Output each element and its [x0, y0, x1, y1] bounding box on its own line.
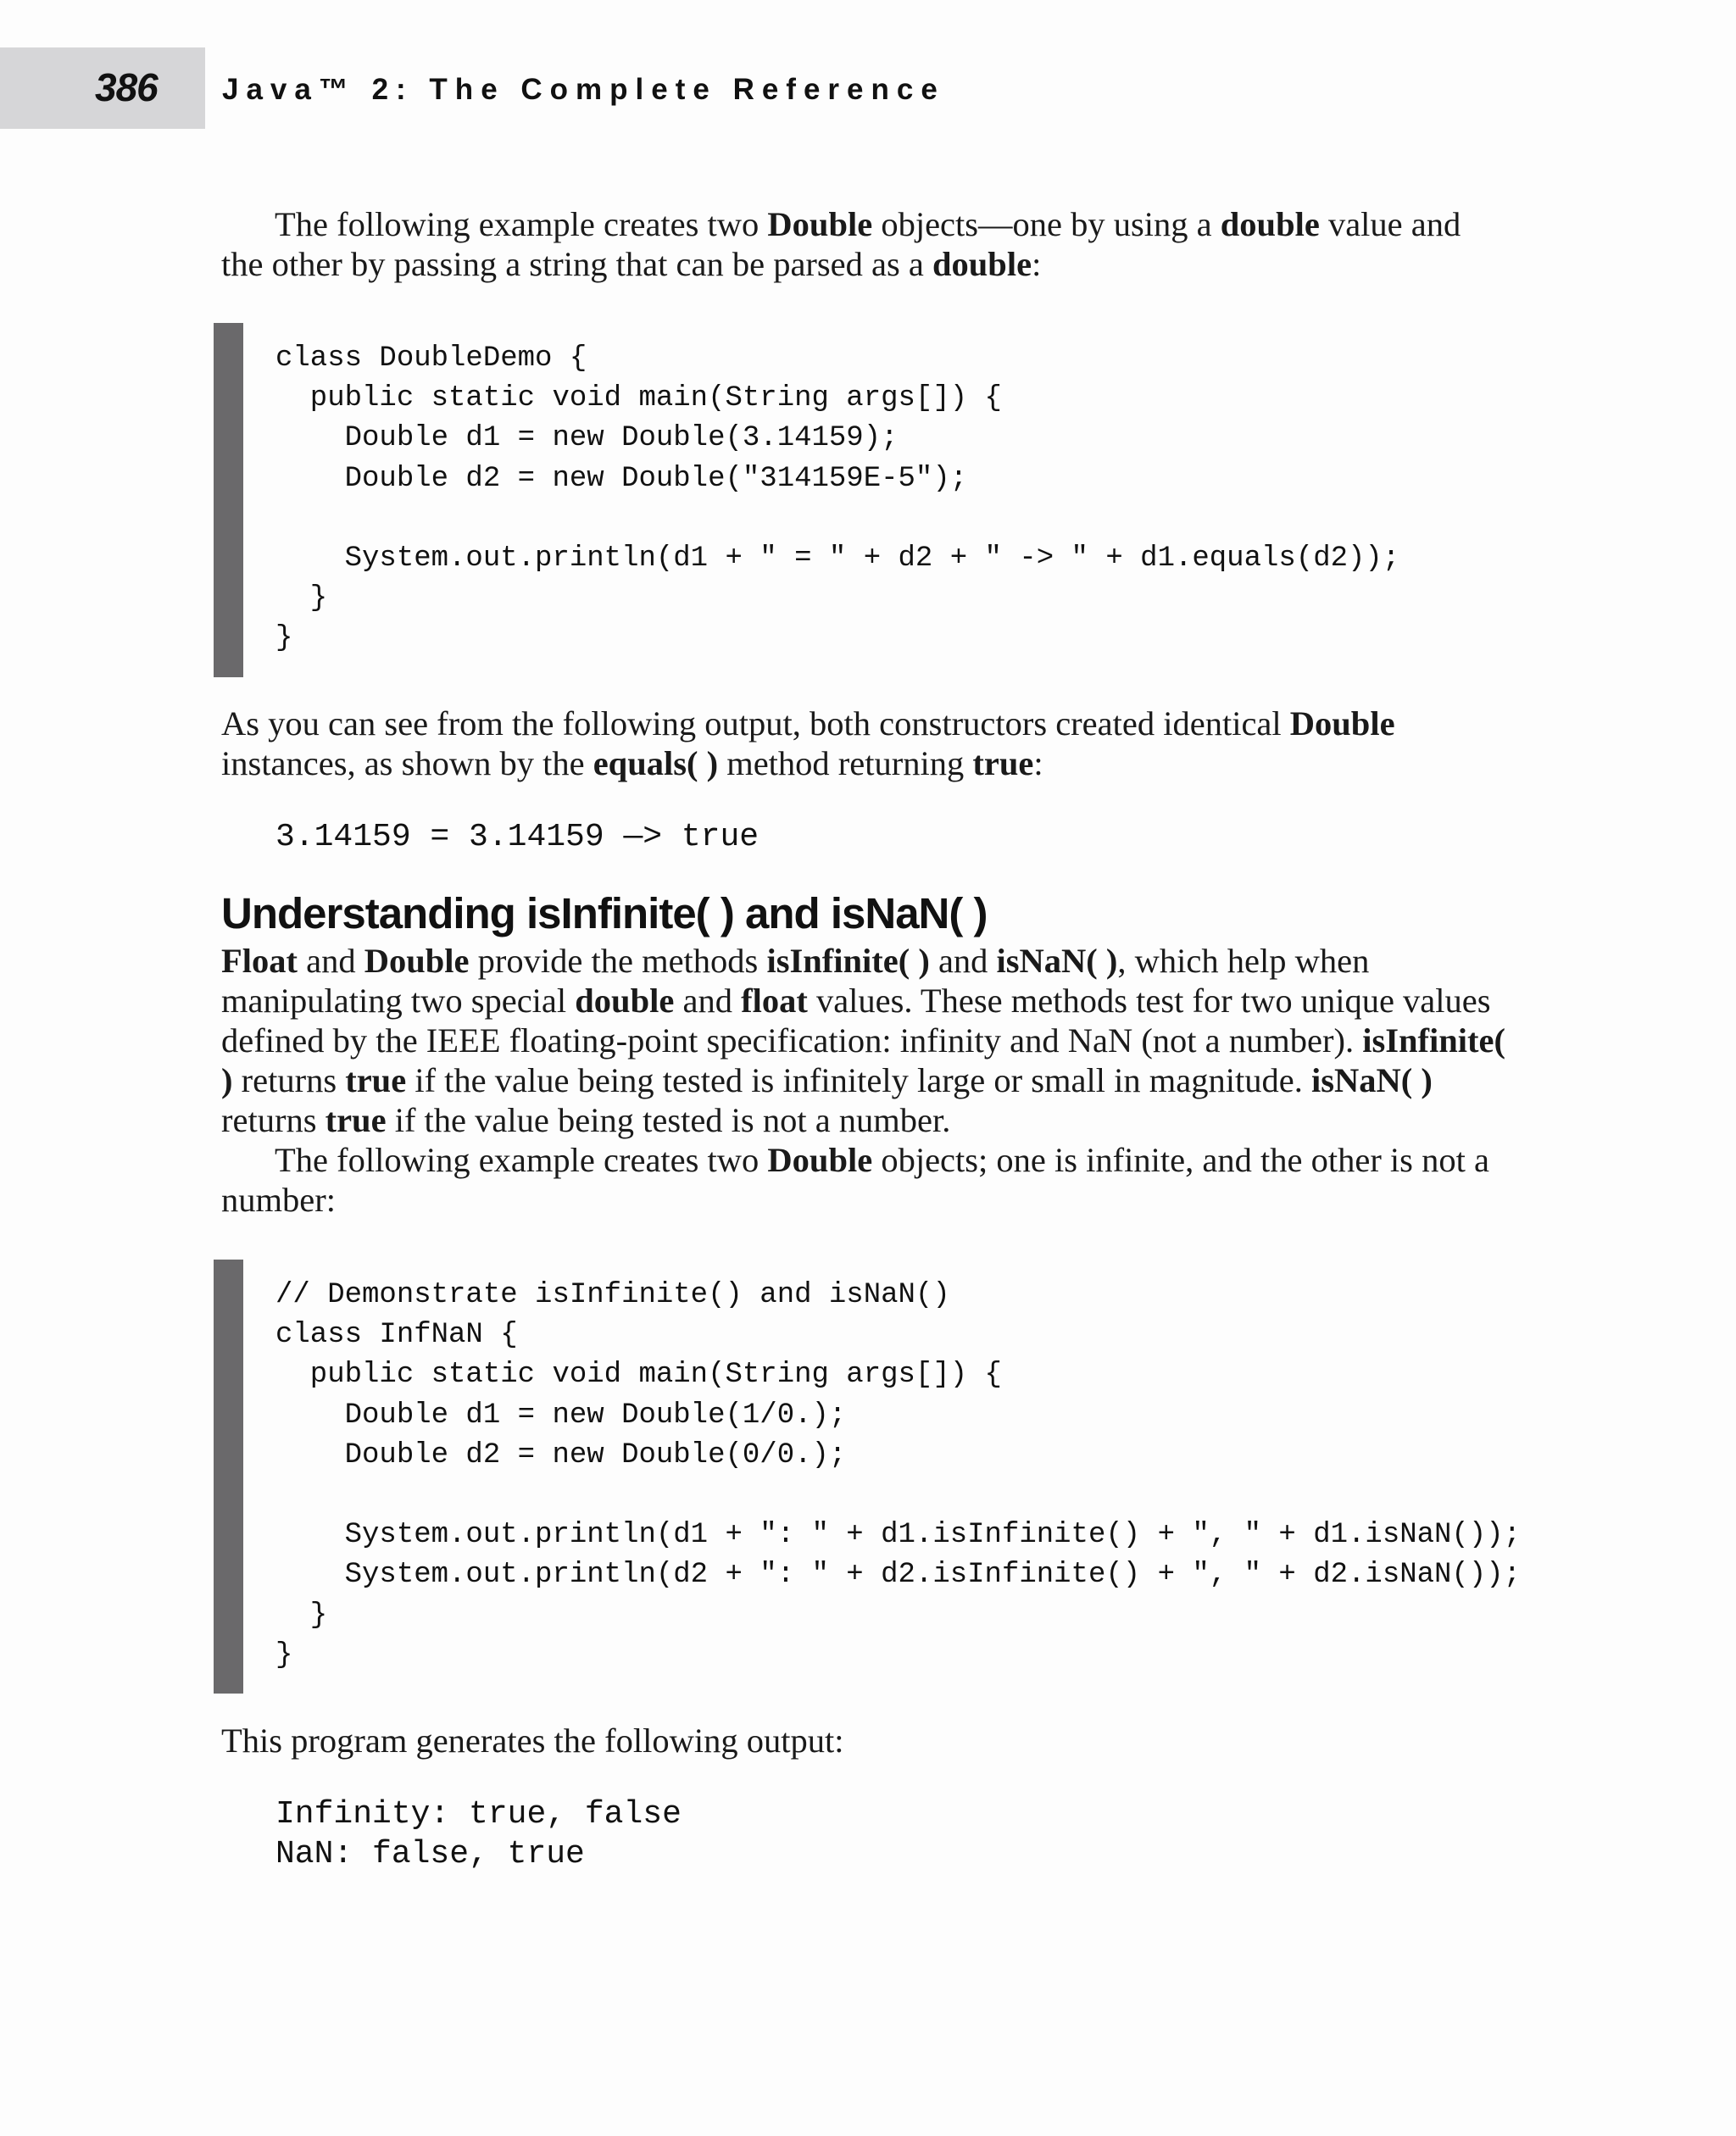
example-intro-paragraph: The following example creates two Double objects; one is infinite, and the other is not a number:: [221, 1141, 1489, 1219]
page-number: 386: [95, 65, 158, 109]
program-output-2: Infinity: true, false NaN: false, true: [275, 1796, 682, 1872]
code-block-infnan: // Demonstrate isInfinite() and isNaN() class InfNaN { public static void main(String args[]) { Double d1 = new Double(1/0.); Double d2 = new Double(0/0.); System.out.println(d1 + ": " + d1.isInfinite() + ", " + d1.isNaN()); System.out.println(d2 + ": " + d2.isInfinite() + ", " + d2.isNaN()); } }: [275, 1279, 1522, 1672]
code-block-bar-2: [214, 1260, 243, 1694]
running-head: Java™ 2: The Complete Reference: [222, 73, 945, 106]
code-block-bar: [214, 323, 243, 677]
code-block-double-demo: class DoubleDemo { public static void main(String args[]) { Double d1 = new Double(3.14159); Double d2 = new Double("314159E-5"); System.out.println(d1 + " = " + d2 + " -> " + d1.equals(d2)); } }: [275, 342, 1400, 655]
output-intro-paragraph: This program generates the following output:: [221, 1722, 844, 1760]
intro-paragraph: The following example creates two Double objects—one by using a double value and the other by passing a string that can be parsed as a double:: [221, 205, 1461, 283]
section-heading: Understanding isInfinite( ) and isNaN( ): [221, 889, 988, 937]
output-explanation-paragraph: As you can see from the following output, both constructors created identical Double instances, as shown by the equals( ) method returning true:: [221, 704, 1395, 782]
methods-paragraph: Float and Double provide the methods isInfinite( ) and isNaN( ), which help when manipulating two special double and float values. These methods test for two unique values defined by the IEEE floating-point specification: infinity and NaN (not a number). isInfinite( ) returns true if the value being tested is infinitely large or small in magnitude. isNaN( ) returns true if the value being tested is not a number.: [221, 942, 1505, 1139]
program-output-1: 3.14159 = 3.14159 —> true: [275, 819, 760, 855]
